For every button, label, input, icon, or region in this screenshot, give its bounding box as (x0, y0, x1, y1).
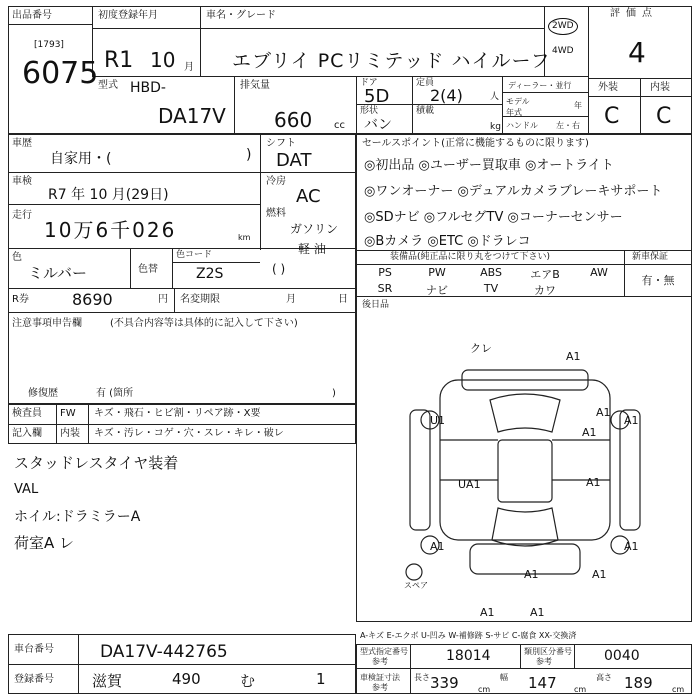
name-change-month: 月 (286, 294, 296, 305)
reg-month: 10 (150, 48, 176, 72)
note-line-1: スタッドレスタイヤ装着 (14, 454, 179, 472)
record-label: 記入欄 (12, 428, 42, 439)
width-label: 幅 (500, 673, 508, 682)
lot-number: 6075 (22, 56, 99, 91)
height-unit: cm (672, 685, 685, 694)
recycle-unit: 円 (158, 294, 168, 305)
width-value: 147 (528, 674, 557, 692)
history-close: ) (246, 147, 252, 163)
diagram-mark-3: A1 (582, 426, 597, 439)
handle-label: ハンドル (506, 121, 538, 130)
diagram-mark-12: A1 (480, 606, 495, 619)
int-grade: C (656, 104, 672, 129)
mileage-label: 走行 (12, 210, 32, 221)
backseat-label: 後日品 (362, 300, 390, 310)
model-prefix: HBD- (130, 80, 166, 96)
equip-sr: SR (377, 282, 393, 295)
notes-hint: (不具合内容等は具体的に記入して下さい) (110, 318, 298, 329)
ac-value: AC (296, 186, 321, 207)
equip-airbag: エアB (530, 268, 560, 281)
capacity-label: 定員 (416, 78, 435, 88)
reg-era: R1 (104, 48, 134, 73)
damage-legend: A-キズ E-エクボ U-凹み W-補修跡 S-サビ C-腐食 XX-交換済 (360, 631, 577, 640)
equip-tv: TV (483, 282, 499, 295)
capacity-unit: 人 (490, 92, 500, 102)
color-code-value: Z2S (196, 266, 224, 282)
shift-label: シフト (266, 138, 296, 149)
note-line-3: ホイル:ドラミラーA (14, 509, 141, 525)
name-value: エブリイ PCリミテッド ハイルーフ (232, 50, 551, 72)
fuel-diesel: 軽 油 (298, 242, 326, 256)
model-cert-label: 型式指定番号 (360, 647, 408, 656)
plate-label: 登録番号 (14, 674, 54, 685)
shape-value: バン (364, 117, 392, 133)
equipment-title: 装備品(純正品に限り丸をつけて下さい) (390, 252, 551, 262)
inspect-value: R7 年 10 月(29日) (48, 187, 169, 203)
diagram-mark-11: A1 (624, 540, 639, 553)
equip-navi: ナビ (426, 284, 448, 297)
diagram-mark-7: A1 (586, 476, 601, 489)
diagram-mark-8: A1 (430, 540, 445, 553)
diagram-mark-5: A1 (624, 414, 639, 427)
reg-month-unit: 月 (184, 62, 194, 73)
shape-label: 形状 (360, 106, 379, 116)
ac-label: 冷房 (266, 176, 286, 187)
name-change-label: 名変期限 (180, 294, 220, 305)
equipment-new-label: 新車保証 (632, 252, 669, 262)
diagram-mark-2: A1 (596, 406, 611, 419)
door-label: ドア (360, 78, 378, 88)
equip-warranty: 有・無 (641, 274, 675, 287)
equip-pw: PW (428, 266, 446, 279)
equip-leather: カワ (534, 284, 556, 297)
plate-region: 滋賀 (92, 672, 123, 690)
diagram-mark-9: A1 (524, 568, 539, 581)
reg-label: 初度登録年月 (98, 10, 158, 21)
recycle-value: 8690 (72, 290, 113, 309)
diagram-mark-13: A1 (530, 606, 545, 619)
dim-label: 車検証寸法 (360, 673, 400, 682)
diagram-mark-4: U1 (430, 414, 446, 427)
int-inspect-label: 内装 (60, 428, 80, 439)
sales-line-4: ◎Bカメラ ◎ETC ◎ドラレコ (364, 234, 531, 249)
disp-unit: cc (334, 120, 345, 131)
equip-aw: AW (590, 266, 608, 279)
length-label: 長さ (414, 673, 430, 682)
sales-title: セールスポイント(正常に機能するものに限ります) (362, 138, 589, 149)
notes-label: 注意事項申告欄 (12, 318, 82, 329)
length-value: 339 (430, 674, 459, 692)
diagram-mark-10: A1 (592, 568, 607, 581)
history-value: 自家用・( (50, 151, 112, 167)
repair-close: ) (332, 388, 336, 399)
history-label: 車歴 (12, 138, 32, 149)
plate-number: 1 (316, 670, 326, 688)
door-value: 5D (364, 86, 390, 107)
model-label: 型式 (98, 80, 118, 91)
repair-value: 有 (箇所 (96, 388, 134, 399)
int-items: キズ・汚レ・コゲ・穴・スレ・キレ・破レ (94, 428, 284, 439)
load-unit: kg (490, 122, 501, 132)
mileage-value: 10万6千026 (44, 218, 177, 242)
diagram-mark-6: UA1 (458, 478, 481, 491)
ext-label: 外装 (598, 82, 618, 93)
lot-small-number: [1793] (34, 40, 64, 50)
fuel-gas: ガソリン (290, 222, 339, 236)
ext-grade: C (604, 104, 620, 129)
sales-line-3: ◎SDナビ ◎フルセグTV ◎コーナーセンサー (364, 210, 623, 225)
year-unit: 年 (574, 101, 582, 110)
color-label: 色 (12, 252, 22, 263)
disp-label: 排気量 (240, 80, 270, 91)
equip-abs: ABS (480, 266, 502, 279)
color-code-label: 色コード (176, 250, 213, 260)
fw-label: FW (60, 408, 76, 419)
repair-label: 修復歴 (28, 388, 58, 399)
checker-label: 検査員 (12, 408, 42, 419)
height-label: 高さ (596, 673, 612, 682)
int-label: 内装 (650, 82, 670, 93)
note-line-2: VAL (14, 482, 39, 497)
disp-value: 660 (274, 108, 313, 132)
sales-line-2: ◎ワンオーナー ◎デュアルカメラブレーキサポート (364, 184, 663, 199)
length-unit: cm (478, 685, 491, 694)
name-change-day: 日 (338, 294, 348, 305)
equip-ps: PS (378, 266, 392, 279)
dim-ref: 参考 (372, 683, 388, 692)
chassis-value: DA17V-442765 (100, 642, 228, 662)
color-value: ミルバー (28, 264, 87, 282)
model-cert-ref: 参考 (372, 657, 388, 666)
lot-label: 出品番号 (12, 10, 52, 21)
capacity-value: 2(4) (430, 86, 463, 105)
category-label: 類別区分番号 (524, 647, 572, 656)
diagram-mark-top: クレ (470, 342, 492, 355)
plate-kana: む (240, 672, 256, 690)
plate-class: 490 (172, 670, 201, 688)
drive-4wd: 4WD (552, 46, 574, 56)
spare-label: スペア (404, 581, 428, 590)
diagram-mark-1: A1 (566, 350, 581, 363)
load-label: 積載 (416, 106, 435, 116)
color-change-label: 色替 (138, 264, 158, 275)
fuel-paren: ( ) (272, 262, 286, 276)
mileage-unit: km (238, 233, 251, 242)
sales-line-1: ◎初出品 ◎ユーザー買取車 ◎オートライト (364, 158, 614, 173)
recycle-label: R券 (12, 294, 29, 305)
note-line-4: 荷室A レ (14, 534, 75, 552)
dealer-label: ディーラー・並行 (508, 81, 572, 90)
model-year-label: モデル年式 (506, 97, 530, 117)
height-value: 189 (624, 674, 653, 692)
inspect-label: 車検 (12, 176, 32, 187)
category-ref: 参考 (536, 657, 552, 666)
chassis-label: 車台番号 (14, 644, 54, 655)
model-cert-value: 18014 (446, 648, 491, 664)
score-value: 4 (628, 36, 646, 69)
shift-value: DAT (276, 150, 312, 171)
score-label: 評価点 (610, 8, 658, 19)
category-value: 0040 (604, 648, 640, 664)
drive-2wd: 2WD (548, 18, 578, 35)
handle-value: 左・右 (556, 121, 580, 130)
model-value: DA17V (158, 104, 226, 128)
fw-items: キズ・飛石・ヒビ割・リペア跡・X要 (94, 408, 261, 419)
fuel-label: 燃料 (266, 208, 286, 219)
width-unit: cm (574, 685, 587, 694)
name-label: 車名・グレード (206, 10, 276, 21)
